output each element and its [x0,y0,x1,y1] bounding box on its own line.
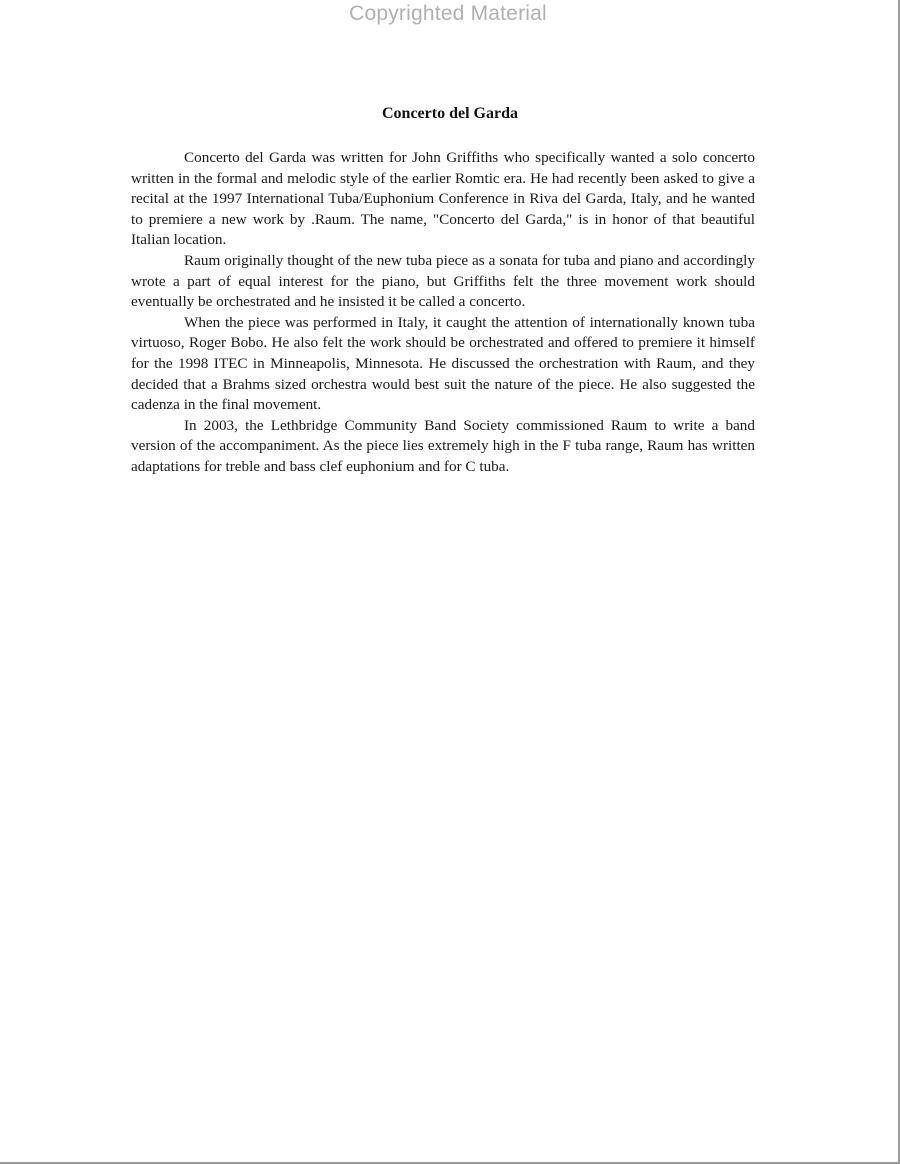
paragraph: Concerto del Garda was written for John Griffiths who specifically wanted a solo concerto written in the formal and melodic style of the earlier Romtic era. He had recently been asked to give a recital at the 1997 International Tuba/Euphonium Conference in Riva del Garda, Italy, and he wanted to premiere a new work by .Raum. The name, "Concerto del Garda," is in honor of that beautiful Italian location. [131,149,755,249]
copyright-watermark: Copyrighted Material [349,2,547,25]
page-title: Concerto del Garda [382,105,518,122]
paragraph: When the piece was performed in Italy, it caught the attention of internationally known tuba virtuoso, Roger Bobo. He also felt the work should be orchestrated and offered to premiere it himself for the 1998 ITEC in Minneapolis, Minnesota. He discussed the orchestration with Raum, and they decided that a Brahms sized orchestra would best suit the nature of the piece. He also suggested the cadenza in the final movement. [131,313,755,414]
paragraph: Raum originally thought of the new tuba piece as a sonata for tuba and piano and accordingly wrote a part of equal interest for the piano, but Griffiths felt the three movement work should eventually be orchestrated and he insisted it be called a concerto. [131,251,755,311]
paragraph: In 2003, the Lethbridge Community Band Society commissioned Raum to write a band version of the accompaniment. As the piece lies extremely high in the F tuba range, Raum has written adaptations for treble and bass clef euphonium and for C tuba. [131,416,755,475]
body-text [131,148,755,478]
